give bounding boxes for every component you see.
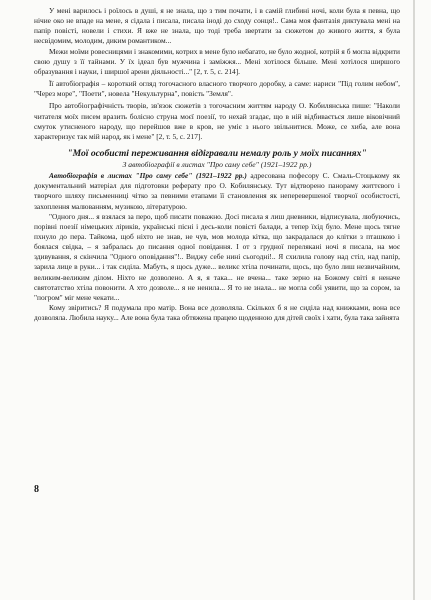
- intro-paragraph: [34, 171, 400, 212]
- section-subheading: З автобіографії в листах "Про саму себе" (1921–1922 рр.): [122, 160, 312, 170]
- intro-text: адресована пофесору С. Смаль-Стоцькому як документальний матеріал для підготовки реферату про О. Кобилянську. Тут відтворено панораму життєвого і творчого шляху письменниці чітко за певними етапами її становлення як неперевершеної творчої особистості, захоплення малюванням, музикою, літературою.: [34, 171, 401, 211]
- quote-paragraph-2: Кому звіритись? Я подумала про матір. Вона все дозволяла. Скількох б я не сиділа над книжками, вона все дозволяла. Любила науку... Але вона була така обтяжена працею щоденною для дітей своїх і хати, була така зайнята: [34, 303, 400, 323]
- section-heading: "Мої особисті переживання відігравали немалу роль у моїх писаннях": [67, 148, 367, 160]
- paragraph-3: Її автобіографія – короткий огляд тогочасного власного творчого доробку, а саме: нариси "Під голим небом", "Через море", "Поети", новела "Некультурна", повість "Земля".: [34, 79, 400, 99]
- paragraph-2: Межи моїми ровесницями і знакомими, котрих в мене було небагато, не було жодної, котрій я б могла відкрити свою душу з її тайнами. У їх ідеал був мужчина і заміжжя... Мені хотілося більше. Мені хотілося ширшого образування і науки, і ширшої арени діяльності..." [2, т. 5, с. 214].: [34, 46, 400, 76]
- text-column: [34, 6, 400, 323]
- paragraph-4: Про автобіографічність творів, зв'язок сюжетів з тогочасним життям народу О. Кобилянська пише: "Наколи читателя моїх писем вразить болісно струна моєї поезії, то нехай згадає, що в ній відбивається лише віковічний смуток утисненого народу, що перейшов вже в кров, не уміє з нього звільнитися. Може, се хиба, але вона характеризує так мій народ, як і мене" [2, т. 5, с. 217].: [34, 101, 400, 141]
- quote-paragraph-1: "Одного дня... я взялася за перо, щоб писати поважно. Досі писала я лиш дневники, відписувала, любуючись, порівні поезії німецьких ліриків, українські пісні і десь-коли повісті балади, а тепер їхід було. Мене щось тягне пхнуло до пера. Тайкома, щоб ніхто не знав, не чув, мов молода кітка, що закрадалася до клітки з пташкою і боялася свідка, – я забралась до писання одної повідання. І от з грудної перелякані ночі я писала, на моє здивування, я скінчила "Одного оповідання"!.. Виджу себе нині сьогодні!.. Я схилила голову над стіл, над папір, зарила лице в руки... і так сиділа. Мабуть, я щось дуже... великє хтіла починати, щось, що було лиш незвичайним, великим-великим ділом. Ніхто не дозволено. А я, я така... не вчена... таке зерно на Божому світі я неначе святотатство хтіла повонити. А хто дозволе... я не ненила... Я то не знала... не могла собі уявити, що за сором, за "погром" міг мене чекати...: [34, 211, 400, 302]
- page-number: 8: [34, 484, 39, 495]
- paragraph-1: У мені варилось і роїлось в душі, я не знала, що з тим почати, і в самій глибині ночі, коли була я певна, що нічие око не впаде на мене, я сідала і писала, писала іноді до сходу сонця!.. Сама моя фантазія диктувала мені на папір повісті, новели і стихи. Я вже не знала, що тоді треба звертати за сюжетом до живого життя, я була несвідомим, молодим, диким романтиком...: [34, 6, 400, 46]
- binding-shadow: [413, 0, 415, 600]
- intro-bold-title: Автобіографія в листах "Про саму себе" (1921–1922 рр.): [49, 171, 247, 181]
